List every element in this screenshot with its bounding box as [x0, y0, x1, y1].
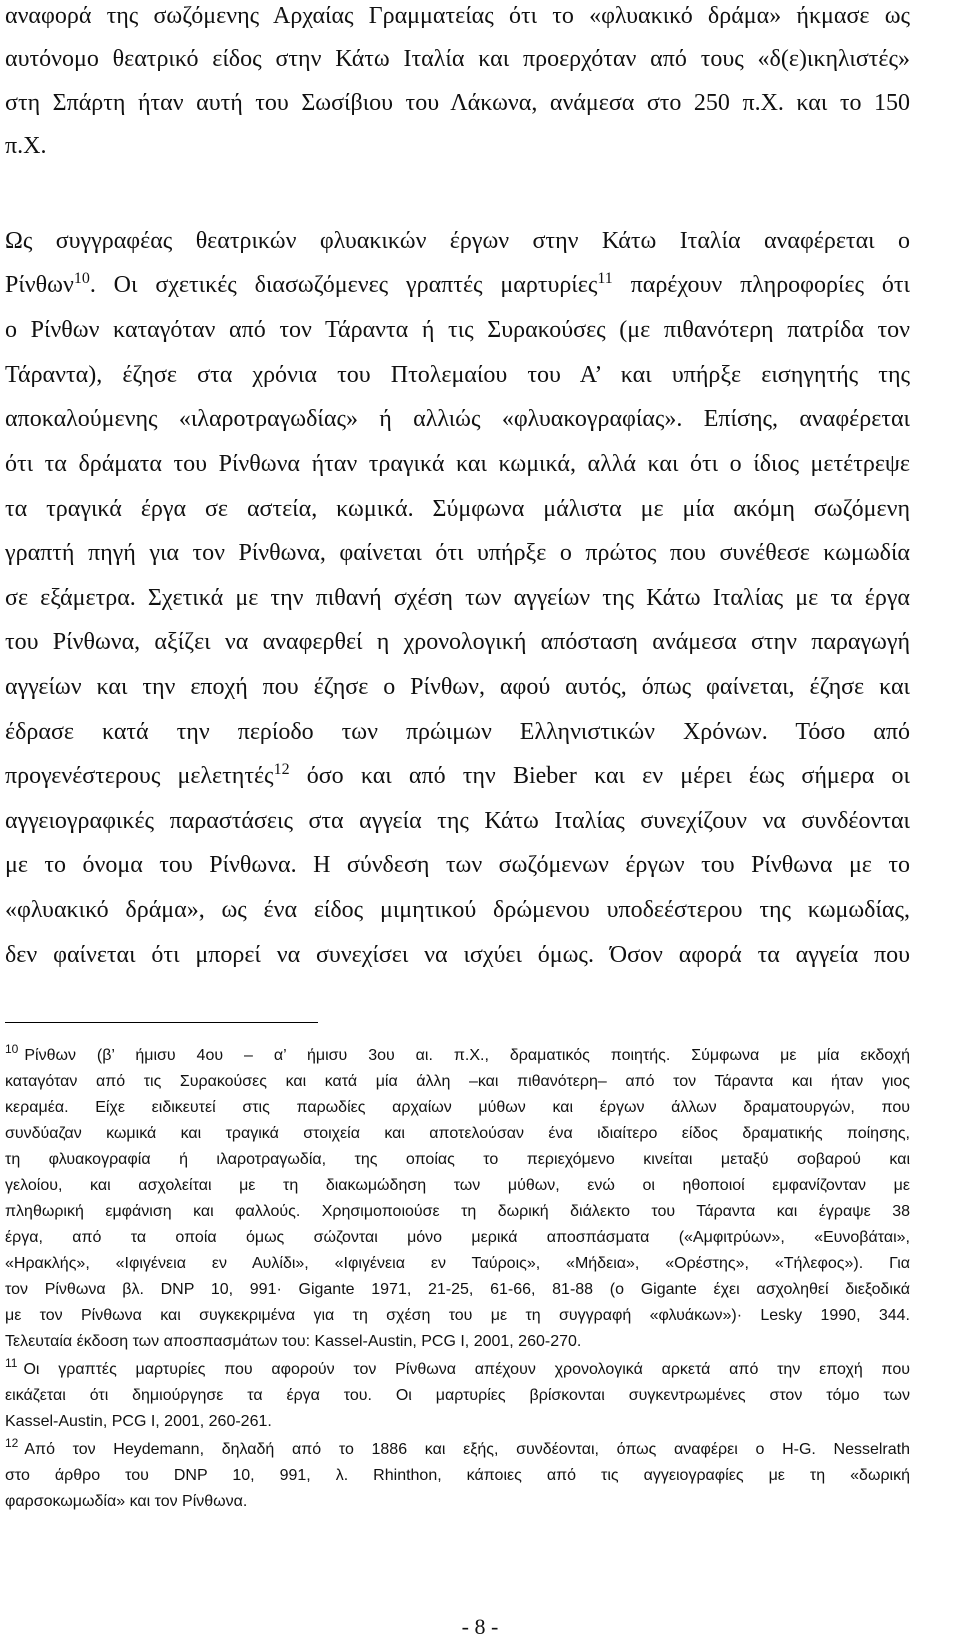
footnote-line: Τελευταία έκδοση των αποσπασμάτων του: Kassel-Austin, PCG I, 2001, 260-270. — [5, 1333, 582, 1350]
text-fragment: παρέχουν πληροφορίες ότι — [612, 272, 910, 298]
footnote-line: φαρσοκωμωδία» και τον Ρίνθωνα. — [5, 1493, 248, 1510]
text-line: έδρασε κατά την περίοδο των πρώιμων Ελληνιστικών Χρόνων. Τόσο από — [5, 719, 910, 745]
footnote-10 — [5, 1043, 910, 1069]
text-line: σε εξάμετρα. Σχετικά με την πιθανή σχέση των αγγείων της Κάτω Ιταλίας με τα έργα — [5, 585, 910, 611]
text-line — [5, 263, 910, 307]
text-line: αναφορά της σωζόμενης Αρχαίας Γραμματείας ότι το «φλυακικό δράμα» ήκμασε ως — [5, 3, 910, 29]
text-fragment: Ρίνθων — [5, 272, 74, 298]
footnote-line: τη φλυακογραφία ή ιλαροτραγωδία, της οποίας το περιεχόμενο κινείται μεταξύ σοβαρού και — [5, 1151, 910, 1168]
footnote-line: συνδύαζαν κωμικά και τραγικά στοιχεία και αποτελούσαν ένα ιδιαίτερο είδος δραματικής ποίησης, — [5, 1125, 910, 1142]
text-line: αποκαλούμενης «ιλαροτραγωδίας» ή αλλιώς «φλυακογραφίας». Επίσης, αναφέρεται — [5, 406, 910, 432]
text-line: στη Σπάρτη ήταν αυτή του Σωσίβιου του Λάκωνα, ανάμεσα στο 250 π.Χ. και το 150 — [5, 90, 910, 116]
text-line: Τάραντα), έζησε στα χρόνια του Πτολεμαίου του Α’ και υπήρξε εισηγητής της — [5, 362, 910, 388]
text-line: ότι τα δράματα του Ρίνθωνα ήταν τραγικά και κωμικά, αλλά και ότι ο ίδιος μετέτρεψε — [5, 451, 910, 477]
footnote-12 — [5, 1437, 910, 1463]
text-fragment: όσο και από την Bieber και εν μέρει έως σήμερα οι — [289, 763, 910, 789]
footnote-line: κεραμέα. Είχε ειδικευτεί στις παρωδίες αρχαίων μύθων και έργων άλλων δραματουργών, που — [5, 1099, 910, 1116]
text-line — [5, 754, 910, 798]
footnote-ref-10: 10 — [73, 270, 90, 287]
footnote-ref-12: 12 — [273, 761, 290, 778]
footnote-line: στο άρθρο του DNP 10, 991, λ. Rhinthon, κάποιες από τις αγγειογραφίες με τη «δωρική — [5, 1467, 910, 1484]
text-line: ο Ρίνθων καταγόταν από τον Τάραντα ή τις Συρακούσες (με πιθανότερη πατρίδα τον — [5, 317, 910, 343]
text-line: τα τραγικά έργα σε αστεία, κωμικά. Σύμφωνα μάλιστα με μία ακόμη σωζόμενη — [5, 496, 910, 522]
text-line: με το όνομα του Ρίνθωνα. Η σύνδεση των σωζόμενων έργων του Ρίνθωνα με το — [5, 852, 910, 878]
text-line: «φλυακικό δράμα», ως ένα είδος μιμητικού δρώμενου υποδεέστερου της κωμωδίας, — [5, 897, 910, 923]
text-line: δεν φαίνεται ότι μπορεί να συνεχίσει να ισχύει όμως. Όσον αφορά τα αγγεία που — [5, 942, 910, 968]
footnote-text: Οι γραπτές μαρτυρίες που αφορούν τον Ρίνθωνα απέχουν χρονολογικά αρκετά από την εποχή που — [23, 1361, 910, 1378]
text-fragment: . Οι σχετικές διασωζόμενες γραπτές μαρτυρίες — [89, 272, 598, 298]
footnote-text: Από τον Heydemann, δηλαδή από το 1886 και εξής, συνδέονται, όπως αναφέρει ο H-G. Nesselrath — [24, 1441, 910, 1458]
text-line: γραπτή πηγή για τον Ρίνθωνα, φαίνεται ότι υπήρξε ο πρώτος που συνέθεσε κωμωδία — [5, 540, 910, 566]
footnote-11 — [5, 1357, 910, 1383]
footnote-number: 10 — [5, 1042, 19, 1056]
text-line: αγγείων και την εποχή που έζησε ο Ρίνθων, αφού αυτός, όπως φαίνεται, έζησε και — [5, 674, 910, 700]
footnote-text: Ρίνθων (β’ ήμισυ 4ου – α’ ήμισυ 3ου αι. π.Χ., δραματικός ποιητής. Σύμφωνα με μία εκδοχή — [24, 1047, 910, 1064]
text-line: του Ρίνθωνα, αξίζει να αναφερθεί η χρονολογική απόσταση ανάμεσα στην παραγωγή — [5, 629, 910, 655]
footnote-line: Kassel-Austin, PCG I, 2001, 260-261. — [5, 1413, 272, 1430]
text-line: αγγειογραφικές παραστάσεις στα αγγεία της Κάτω Ιταλίας συνεχίζουν να συνδέονται — [5, 808, 910, 834]
footnote-line: έργα, από τα οποία όμως σώζονται μόνο μερικά αποσπάσματα («Αμφιτρύων», «Ευνοβάται», — [5, 1229, 910, 1246]
footnote-line: τον Ρίνθωνα βλ. DNP 10, 991· Gigante 1971, 21-25, 61-66, 81-88 (ο Gigante έχει ασχοληθεί διεξοδικά — [5, 1281, 910, 1298]
footnote-line: εικάζεται ότι δημιούργησε τα έργα του. Οι μαρτυρίες βρίσκονται συγκεντρωμένες στον τόμο των — [5, 1387, 910, 1404]
footnote-line: «Ηρακλής», «Ιφιγένεια εν Αυλίδι», «Ιφιγένεια εν Ταύροις», «Μήδεια», «Ορέστης», «Τήλεφος»). Για — [5, 1255, 910, 1272]
footnote-line: πληθωρική εμφάνιση και φαλλούς. Χρησιμοποιούσε τη δωρική διάλεκτο του Τάραντα και έγραψε 38 — [5, 1203, 910, 1220]
text-fragment: προγενέστερους μελετητές — [5, 763, 274, 789]
footnote-ref-11: 11 — [597, 270, 613, 287]
footnote-line: με τον Ρίνθωνα και συγκεκριμένα για τη σχέση του με τη συγγραφή «φλυάκων»)· Lesky 1990, 344. — [5, 1307, 910, 1324]
paragraph-start-line: Ως συγγραφέας θεατρικών φλυακικών έργων στην Κάτω Ιταλία αναφέρεται ο — [5, 228, 910, 254]
text-line: αυτόνομο θεατρικό είδος στην Κάτω Ιταλία και προερχόταν από τους «δ(ε)ικηλιστές» — [5, 46, 910, 72]
footnote-number: 12 — [5, 1436, 19, 1450]
page-number: - 8 - — [461, 1614, 499, 1639]
footnote-line: καταγόταν από τις Συρακούσες και κατά μία άλλη –και πιθανότερη– από τον Τάραντα και ήταν γιος — [5, 1073, 910, 1090]
text-line: π.Χ. — [5, 133, 47, 159]
footnote-number: 11 — [5, 1356, 18, 1370]
footnote-separator — [5, 1022, 318, 1023]
footnote-line: γελοίου, και ασχολείται με τη διακωμώδηση των μύθων, ενώ οι ηθοποιοί εμφανίζονταν με — [5, 1177, 910, 1194]
